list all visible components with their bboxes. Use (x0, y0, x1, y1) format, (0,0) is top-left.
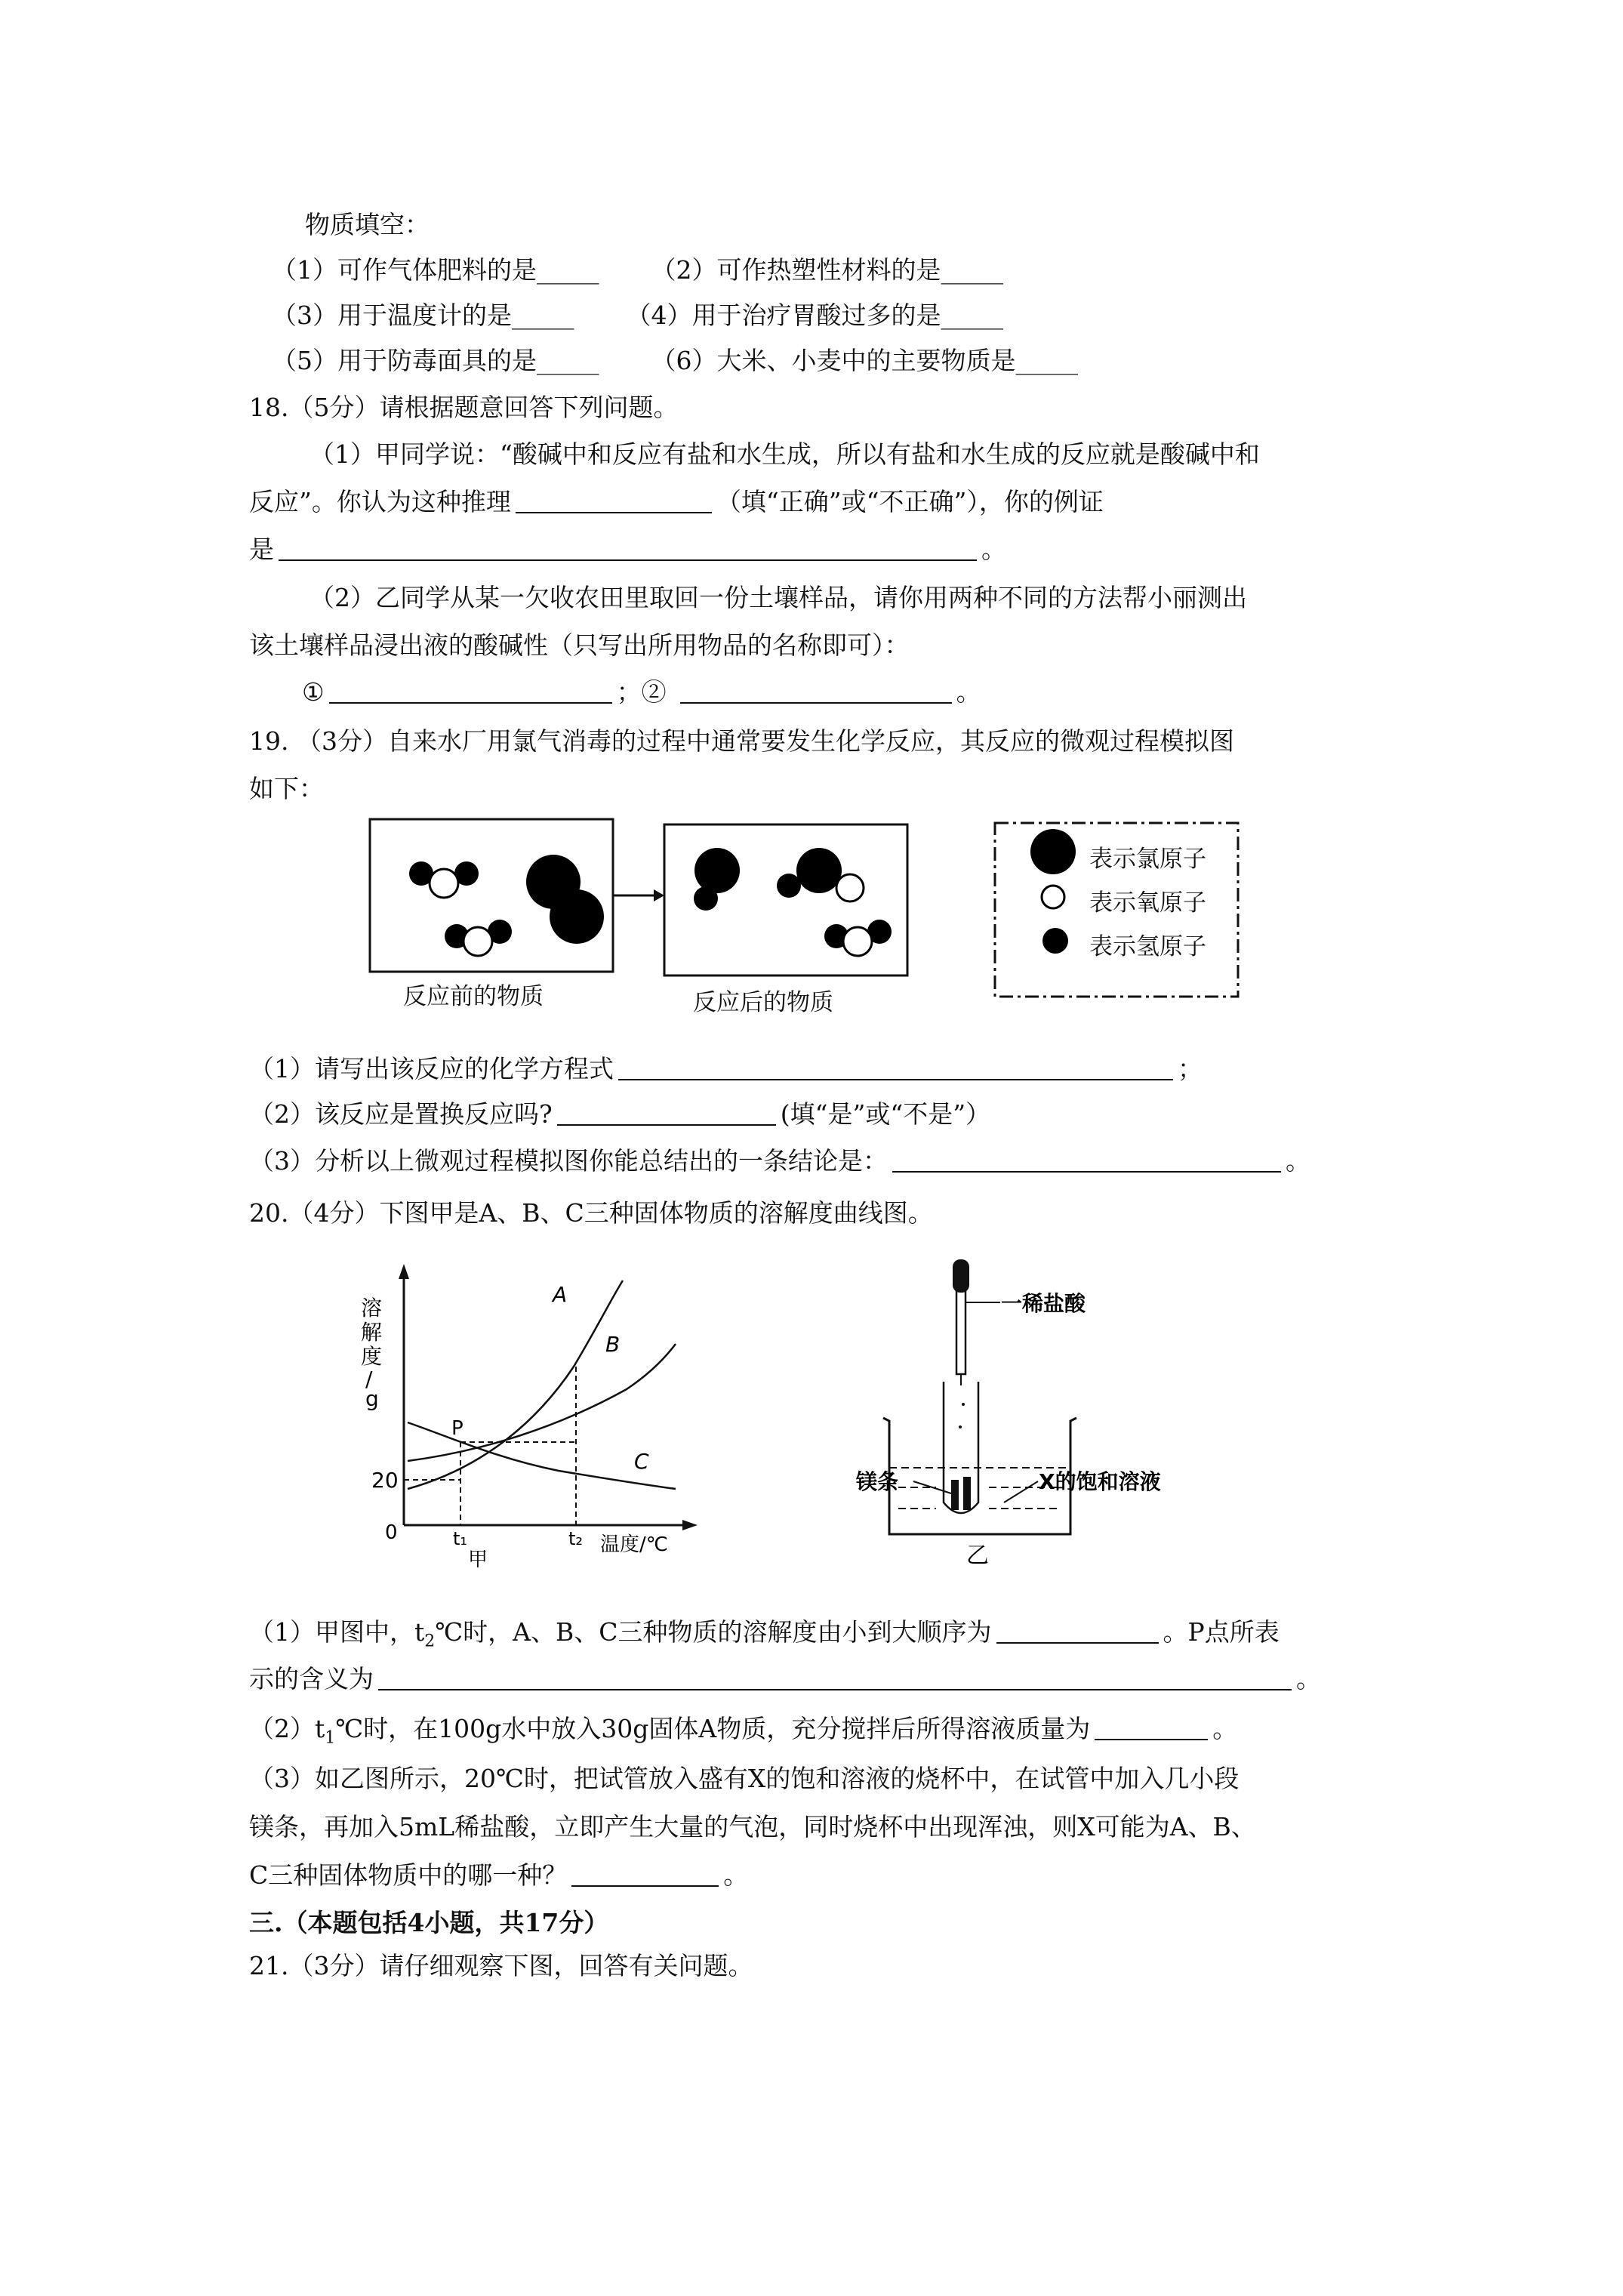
q20-sub2 (249, 1714, 1237, 1754)
q19-legend-o: 表示氧原子 (1089, 889, 1206, 917)
curve-a (408, 1281, 623, 1489)
o-atom (843, 927, 872, 956)
q18-heading: 18.（5分）请根据题意回答下列问题。 (249, 393, 679, 422)
q19-blank-conclusion[interactable] (892, 1170, 1281, 1173)
q20-sub1-line1 (249, 1617, 1280, 1657)
x-axis-label: 温度/℃ (600, 1533, 668, 1556)
section3-heading: 三.（本题包括4小题，共17分） (249, 1908, 609, 1937)
label-p: P (451, 1417, 463, 1440)
q20-sub1-text-a: （1）甲图中，t (249, 1617, 425, 1647)
q18-p1-line2-b: （填“正确”或“不正确”），你的例证 (716, 487, 1104, 516)
q17-blank2: _____ (941, 255, 1003, 285)
y-axis-arrow (399, 1264, 409, 1279)
q19-reaction-diagram (0, 0, 1623, 1027)
q17-item1: （1）可作气体肥料的是 (272, 255, 537, 285)
q17-item6: （6）大米、小麦中的主要物质是 (651, 346, 1016, 375)
q20-sub2-text-b: ℃时，在100g水中放入30g固体A物质，充分搅拌后所得溶液质量为 (335, 1714, 1091, 1743)
legend-h-atom (1042, 928, 1068, 954)
curve-b (408, 1344, 676, 1461)
q20-sub3-line3 (249, 1860, 748, 1891)
chart-caption: 甲 (468, 1549, 488, 1570)
q20-sub1-text-d: 示的含义为 (249, 1664, 374, 1693)
q20-sub3-text: C三种固体物质中的哪一种？ (249, 1860, 568, 1890)
label-t1: t₁ (453, 1528, 468, 1549)
cl-atom (550, 889, 604, 944)
h-atom (694, 886, 718, 911)
y-label-5: g (365, 1386, 379, 1411)
q21-heading: 21.（3分）请仔细观察下图，回答有关问题。 (249, 1951, 753, 1980)
q17-blank5: _____ (537, 346, 599, 375)
q20-sub1-text-b: ℃时，A、B、C三种物质的溶解度由小到大顺序为 (435, 1617, 992, 1647)
q19-sub1 (249, 1054, 1203, 1084)
q18-p2-end: 。 (956, 677, 981, 707)
q17-item3: （3）用于温度计的是 (272, 300, 512, 330)
cl-atom (796, 848, 842, 893)
q19-label-before: 反应前的物质 (403, 983, 544, 1010)
q20-apparatus-diagram (845, 1253, 1238, 1578)
q20-sub2-sub: 1 (325, 1728, 336, 1748)
q18-p1-line3-a: 是 (249, 535, 274, 564)
q17-blank6: _____ (1015, 346, 1078, 375)
legend-o-atom (1042, 886, 1064, 908)
q20-sub1-sub: 2 (424, 1632, 436, 1651)
q18-p2-line2: 该土壤样品浸出液的酸碱性（只写出所用物品的名称即可）： (249, 630, 910, 660)
q18-p1-line1: （1）甲同学说：“酸碱中和反应有盐和水生成，所以有盐和水生成的反应就是酸碱中和 (310, 439, 1260, 469)
label-origin: 0 (385, 1521, 398, 1544)
q20-sub2-text-c: 。 (1212, 1714, 1238, 1743)
q17-item4: （4）用于治疗胃酸过多的是 (626, 300, 941, 330)
label-20: 20 (371, 1468, 399, 1493)
y-label-2: 解 (361, 1320, 383, 1345)
q19-sub1-text: （1）请写出该反应的化学方程式 (249, 1054, 614, 1083)
magnesium-strip (963, 1477, 971, 1510)
q20-sub3-end: 。 (723, 1860, 749, 1890)
q17-blank3: _____ (512, 300, 574, 330)
label-a: A (553, 1282, 568, 1307)
q17-blank1: _____ (537, 255, 599, 285)
o-atom (836, 874, 864, 901)
q20-blank-x[interactable] (571, 1885, 719, 1887)
label-acid: 一稀盐酸 (1001, 1291, 1086, 1316)
q17-intro: 物质填空： (305, 210, 430, 239)
dropper-bulb (953, 1259, 969, 1293)
label-t2: t₂ (568, 1528, 584, 1549)
q19-label-after: 反应后的物质 (693, 989, 833, 1016)
reaction-arrow-head (654, 889, 664, 901)
q19-blank-replacement[interactable] (557, 1123, 776, 1126)
label-solution: X的饱和溶液 (1039, 1469, 1161, 1494)
q20-sub1-text-e: 。 (1296, 1664, 1321, 1693)
q19-legend-cl: 表示氯原子 (1089, 846, 1206, 873)
x-axis-arrow (682, 1520, 698, 1530)
q19-heading-line1: 19. （3分）自来水厂用氯气消毒的过程中通常要发生化学反应，其反应的微观过程模拟图 (249, 726, 1234, 756)
q20-sub3-line1: （3）如乙图所示，20℃时，把试管放入盛有X的饱和溶液的烧杯中，在试管中加入几小段 (249, 1764, 1240, 1793)
apparatus-caption: 乙 (966, 1542, 989, 1569)
q18-p1-line3-b: 。 (981, 535, 1006, 564)
q19-sub2-end: (填“是”或“不是”） (780, 1099, 991, 1129)
q20-sub1-line2 (249, 1664, 1321, 1694)
solution-pointer (1004, 1481, 1038, 1502)
q20-heading: 20.（4分）下图甲是A、B、C三种固体物质的溶解度曲线图。 (249, 1198, 933, 1228)
q20-blank-order[interactable] (996, 1641, 1159, 1644)
q17-item2: （2）可作热塑性材料的是 (651, 255, 941, 285)
q19-sub3-end: 。 (1286, 1146, 1310, 1176)
q18-p2-line1: （2）乙同学从某一欠收农田里取回一份土壤样品，请你用两种不同的方法帮小丽测出 (310, 583, 1247, 612)
q20-solubility-chart (332, 1253, 710, 1570)
q20-blank-mass[interactable] (1095, 1738, 1208, 1740)
q19-legend-h: 表示氢原子 (1089, 933, 1206, 960)
q19-sub2-text: （2）该反应是置换反应吗? (249, 1099, 553, 1129)
o-atom (430, 869, 458, 898)
q17-blank4: _____ (941, 300, 1003, 330)
q17-item5: （5）用于防毒面具的是 (272, 346, 537, 375)
q18-circle-2: ；② (616, 677, 667, 707)
q19-sub3 (249, 1146, 1310, 1176)
h-atom (777, 874, 801, 898)
magnesium-strip (951, 1480, 959, 1510)
q19-blank-equation[interactable] (618, 1078, 1173, 1080)
label-mg: 镁条 (856, 1469, 899, 1494)
q20-sub1-text-c: 。P点所表 (1163, 1617, 1280, 1647)
cl-atom (694, 848, 740, 893)
q18-p1-line2-a: 反应”。你认为这种推理 (249, 487, 511, 516)
legend-cl-atom (1030, 829, 1076, 874)
q19-sub1-end: ； (1178, 1054, 1203, 1083)
q20-blank-p-meaning[interactable] (378, 1688, 1292, 1690)
q20-sub2-text-a: （2）t (249, 1714, 325, 1743)
label-b: B (605, 1332, 621, 1357)
y-label-3: 度 (361, 1344, 383, 1369)
mg-pointer (913, 1481, 951, 1493)
q18-circle-1: ① (302, 677, 325, 707)
y-label-1: 溶 (361, 1296, 383, 1321)
o-atom (463, 927, 492, 956)
q19-sub3-text: （3）分析以上微观过程模拟图你能总结出的一条结论是： (249, 1146, 888, 1176)
dropper-tube (956, 1291, 965, 1374)
label-c: C (634, 1449, 649, 1474)
y-label-4: / (365, 1367, 373, 1391)
q20-sub3-line2: 镁条，再加入5mL稀盐酸，立即产生大量的气泡，同时烧杯中出现浑浊，则X可能为A、B、 (249, 1812, 1256, 1841)
q19-sub2 (249, 1099, 990, 1130)
q19-heading-line2: 如下： (249, 774, 324, 803)
